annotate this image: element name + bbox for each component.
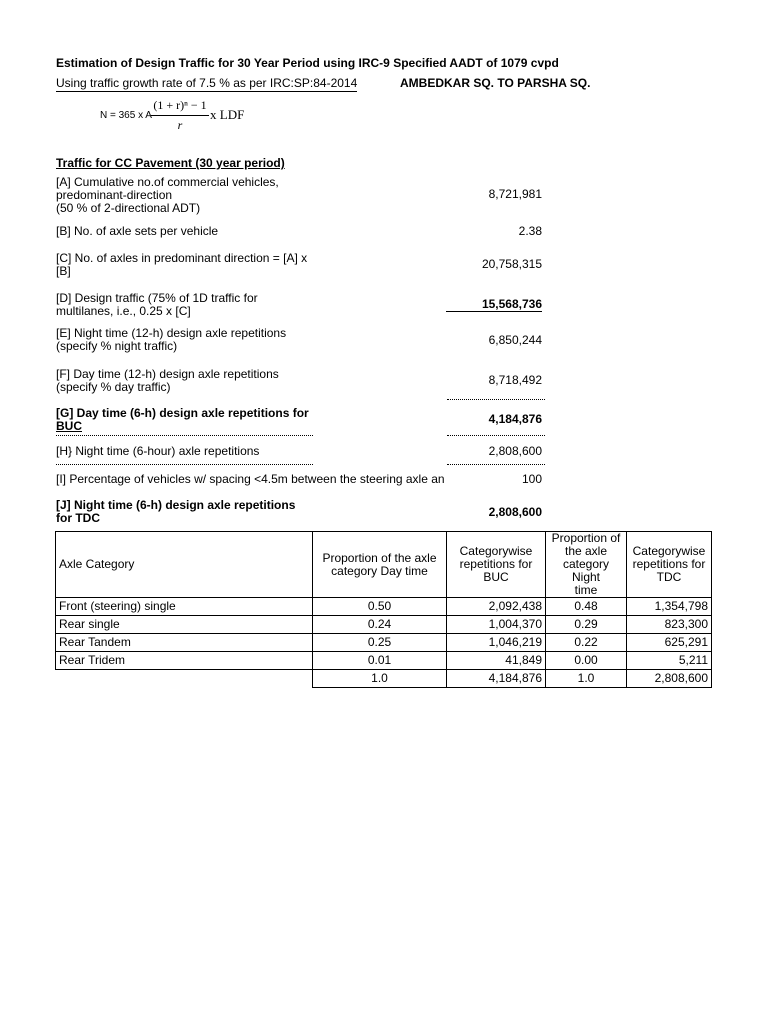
item-j-label: [J] Night time (6-h) design axle repetitions for TDC [56, 498, 296, 525]
document-title: Estimation of Design Traffic for 30 Year Period using IRC-9 Specified AADT of 1079 cvpd [56, 56, 559, 70]
table-header-row [56, 532, 712, 598]
cell-prop-night: 0.00 [546, 652, 627, 670]
item-f-label: [F] Day time (12-h) design axle repetitions (specify % day traffic) [56, 367, 279, 394]
cell-prop-day: 0.50 [313, 598, 447, 616]
header-repetitions-tdc: Categorywise repetitions for TDC [627, 532, 712, 598]
cell-rep-tdc: 823,300 [627, 616, 712, 634]
item-b-label: [B] No. of axle sets per vehicle [56, 224, 219, 238]
separator-dotted [56, 464, 313, 465]
total-prop-day: 1.0 [313, 670, 447, 688]
item-a-value: 8,721,981 [488, 187, 542, 201]
item-e-label: [E] Night time (12-h) design axle repetitions (specify % night traffic) [56, 326, 287, 353]
cell-prop-day: 0.25 [313, 634, 447, 652]
item-f-value: 8,718,492 [488, 373, 542, 387]
item-j-value: 2,808,600 [488, 505, 542, 519]
header-axle-category: Axle Category [56, 532, 313, 598]
table-row [56, 652, 712, 670]
cell-prop-day: 0.24 [313, 616, 447, 634]
header-proportion-day: Proportion of the axle category Day time [313, 532, 447, 598]
cell-prop-day: 0.01 [313, 652, 447, 670]
axle-category-table [55, 531, 712, 688]
cell-category: Front (steering) single [56, 598, 313, 616]
separator-dotted [447, 464, 545, 465]
location-label: AMBEDKAR SQ. TO PARSHA SQ. [400, 76, 591, 90]
item-g-value: 4,184,876 [488, 412, 542, 426]
item-d-label: [D] Design traffic (75% of 1D traffic for multilanes, i.e., 0.25 x [C] [56, 291, 258, 318]
cell-category: Rear single [56, 616, 313, 634]
cell-rep-buc: 41,849 [447, 652, 546, 670]
item-i-label: [I] Percentage of vehicles w/ spacing <4.5m between the steering axle an [56, 473, 445, 486]
formula-suffix: x LDF [210, 107, 245, 122]
item-b-value: 2.38 [518, 224, 542, 238]
header-proportion-night: Proportion of the axle category Night time [546, 532, 627, 598]
cell-rep-tdc: 625,291 [627, 634, 712, 652]
cell-rep-buc: 2,092,438 [447, 598, 546, 616]
formula-prefix: N = 365 x A [100, 110, 152, 121]
item-g-label: [G] Day time (6-h) design axle repetitions for BUC [56, 406, 309, 433]
item-a-label: [A] Cumulative no.of commercial vehicles, predominant-direction (50 % of 2-directional ADT) [56, 175, 279, 215]
totals-blank-cell [56, 670, 313, 688]
item-h-value: 2,808,600 [488, 444, 542, 458]
formula-numerator: (1 + r)ⁿ − 1 [153, 98, 207, 112]
formula-denominator: r [177, 118, 183, 132]
table-row [56, 616, 712, 634]
cell-category: Rear Tandem [56, 634, 313, 652]
item-d-value: 15,568,736 [446, 298, 542, 312]
cell-category: Rear Tridem [56, 652, 313, 670]
cell-prop-night: 0.22 [546, 634, 627, 652]
separator-dotted [56, 435, 313, 436]
header-repetitions-buc: Categorywise repetitions for BUC [447, 532, 546, 598]
table-row [56, 598, 712, 616]
item-e-value: 6,850,244 [488, 333, 542, 347]
item-c-label: [C] No. of axles in predominant direction = [A] x [B] [56, 251, 308, 278]
cell-rep-tdc: 1,354,798 [627, 598, 712, 616]
total-prop-night: 1.0 [546, 670, 627, 688]
item-i-value: 100 [521, 472, 542, 486]
item-h-label: [H} Night time (6-hour) axle repetitions [56, 444, 260, 458]
cell-rep-buc: 1,046,219 [447, 634, 546, 652]
separator-dotted [447, 399, 545, 400]
cell-rep-tdc: 5,211 [627, 652, 712, 670]
cell-prop-night: 0.48 [546, 598, 627, 616]
table-totals-row [56, 670, 712, 688]
section-title: Traffic for CC Pavement (30 year period) [56, 156, 285, 170]
cell-rep-buc: 1,004,370 [447, 616, 546, 634]
table-row [56, 634, 712, 652]
cell-prop-night: 0.29 [546, 616, 627, 634]
growth-rate-note: Using traffic growth rate of 7.5 % as per IRC:SP:84-2014 [56, 76, 358, 90]
total-rep-buc: 4,184,876 [447, 670, 546, 688]
item-c-value: 20,758,315 [481, 257, 542, 271]
separator-dotted [447, 435, 545, 436]
formula-fraction-bar [151, 115, 209, 116]
total-rep-tdc: 2,808,600 [627, 670, 712, 688]
